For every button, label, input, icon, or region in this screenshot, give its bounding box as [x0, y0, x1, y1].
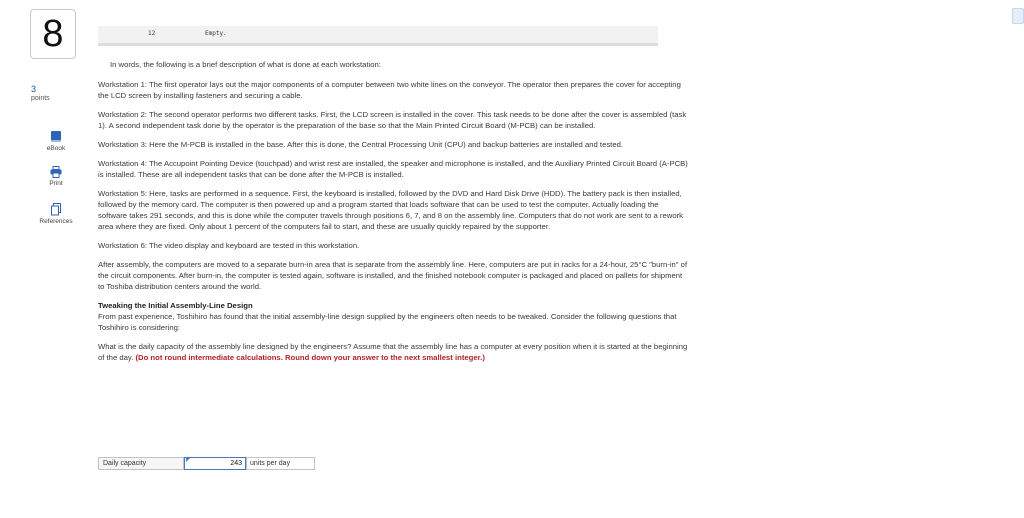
- references-button[interactable]: [36, 203, 76, 225]
- code-output-bar: [98, 26, 658, 46]
- tweaking-body: From past experience, Toshihiro has found that the initial assembly-line design supplied by the engineers often needs to be tweaked. Consider the following questions that Toshihiro is considering:: [98, 312, 677, 332]
- problem-text: [98, 59, 688, 371]
- code-cell-2: Empty.: [205, 30, 227, 37]
- print-label: Print: [49, 180, 63, 187]
- print-button[interactable]: [36, 166, 76, 187]
- answer-flag-icon: [186, 457, 191, 462]
- section-heading: Tweaking the Initial Assembly-Line Design: [98, 301, 253, 310]
- question-number: 8: [30, 9, 76, 59]
- workstation-6-paragraph: Workstation 6: The video display and keyboard are tested in this workstation.: [98, 241, 360, 250]
- daily-capacity-input[interactable]: [184, 457, 246, 470]
- workstation-4-paragraph: Workstation 4: The Accupoint Pointing Device (touchpad) and wrist rest are installed, the speaker and microphone is installed, and the Auxiliary Printed Circuit Board (A-PCB) is installed. These are all independent tasks that can be done after the M-PCB is installed.: [98, 159, 688, 179]
- answer-row: [98, 457, 315, 471]
- points-value: 3: [31, 84, 37, 94]
- workstation-5-paragraph: Workstation 5: Here, tasks are performed in a sequence. First, the keyboard is installed, followed by the DVD and Hard Disk Drive (HDD). The battery pack is then installed, followed by the memory card. The computer is then powered up and a program started that loads software that can be used to test the computer. Actually loading the software takes 291 seconds, and this is done while the computer travels through positions 6, 7, and 8 on the assembly line. Computers that do not work are sent to a rework area where they are fixed. Only about 1 percent of the computers fail to start, and these are usually quickly repaired by the supporter.: [98, 189, 683, 231]
- code-cell-1: 12: [148, 30, 156, 37]
- workstation-3-paragraph: Workstation 3: Here the M-PCB is installed in the base. After this is done, the Central Processing Unit (CPU) and backup batteries are installed and tested.: [98, 140, 624, 149]
- rounding-instruction: (Do not round intermediate calculations. Round down your answer to the next smallest integer.): [135, 353, 485, 362]
- ebook-button[interactable]: [36, 130, 76, 152]
- tweaking-section: [98, 300, 688, 333]
- question-text: What is the daily capacity of the assembly line designed by the engineers? Assume that the assembly line has a computer at every position when it is started at the beginning of the day.: [98, 342, 688, 362]
- workstation-1-paragraph: Workstation 1: The first operator lays out the major components of a computer between two white lines on the conveyor. The operator then prepares the cover for accepting the LCD screen by installing fasteners and securing a cable.: [98, 80, 681, 100]
- answer-label: Daily capacity: [98, 457, 184, 470]
- points-label: points: [31, 95, 50, 102]
- book-icon: [50, 130, 62, 143]
- document-icon: [50, 203, 62, 216]
- answer-unit: units per day: [246, 457, 315, 470]
- scroll-indicator[interactable]: [1012, 8, 1024, 24]
- after-assembly-paragraph: After assembly, the computers are moved to a separate burn-in area that is separate from the assembly line. Here, computers are put in racks for a 24-hour, 25°C "burn-in" of the circuit components. After burn-in, the computer is tested again, software is installed, and the finished notebook computer is packaged and placed on pallets for shipment to Toshiba distribution centers around the world.: [98, 260, 688, 291]
- intro-paragraph: In words, the following is a brief description of what is done at each workstation:: [110, 60, 381, 69]
- ebook-label: eBook: [46, 145, 66, 152]
- references-label: References: [39, 218, 73, 225]
- printer-icon: [50, 166, 62, 178]
- question-paragraph: [98, 341, 688, 363]
- workstation-2-paragraph: Workstation 2: The second operator performs two different tasks. First, the LCD screen is installed in the cover. This task needs to be done after the cover is assembled (task 1). A second independent task done by the operator is the preparation of the base so that the Main Printed Circuit Board (M-PCB) can be installed.: [98, 110, 687, 130]
